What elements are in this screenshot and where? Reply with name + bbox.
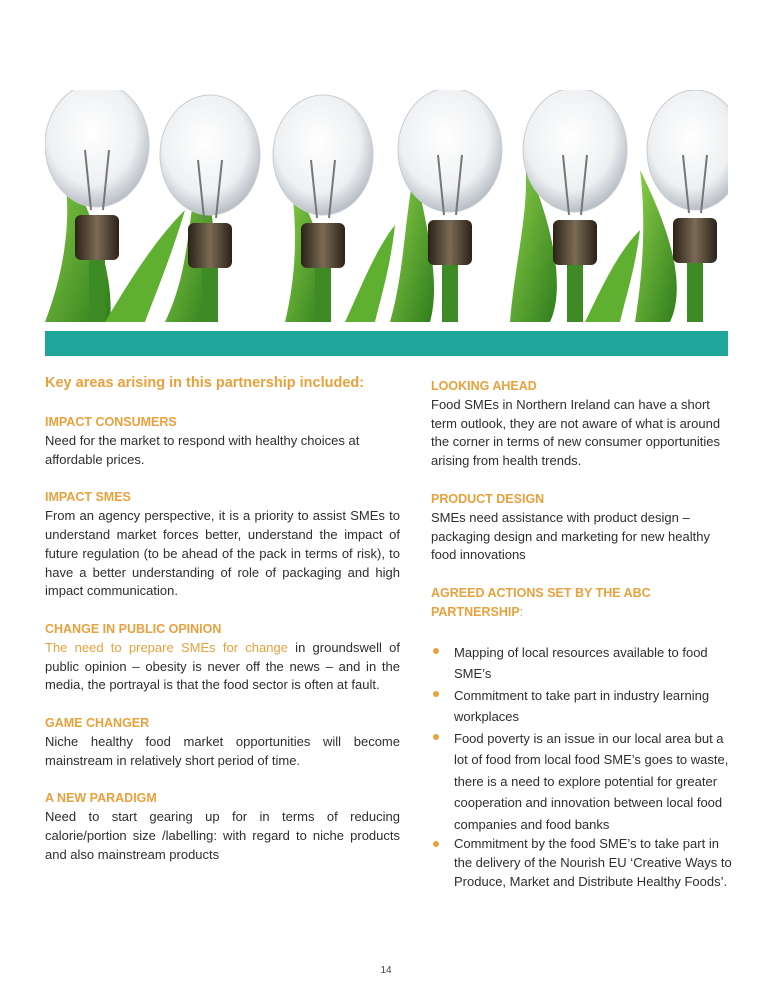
left-column [45,375,400,884]
section-text-looking-ahead: Food SMEs in Northern Ireland can have a short term outlook, they are not aware of what is around the corner in terms of new consumer opportunities arising from health trends. [431,397,721,469]
section-heading-looking-ahead: LOOKING AHEAD [431,379,537,393]
highlight-text: The need to prepare SMEs for change [45,639,288,655]
section-heading-product-design: PRODUCT DESIGN [431,491,545,506]
section-heading-public-opinion: CHANGE IN PUBLIC OPINION [45,621,222,636]
page-number: 14 [380,965,392,976]
section-heading-impact-smes: IMPACT SMES [45,490,131,505]
action-item: Commitment to take part in industry learning workplaces [431,685,737,728]
section-text-impact-smes: From an agency perspective, it is a priority to assist SMEs to understand market forces better, understand the impact of future regulation (to be ahead of the pack in terms of risk), to have a better understanding of role of packaging and high impact communication. [45,508,400,599]
section-text-new-paradigm: Need to start gearing up for in terms of reducing calorie/portion size /labelling: with regard to niche products and also mainstream products [45,809,400,862]
section-text-game-changer: Niche healthy food market opportunities will become mainstream in relatively short period of time. [45,734,400,768]
right-column [431,377,737,892]
section-text-public-opinion [45,639,400,695]
section-text-product-design: SMEs need assistance with product design – packaging design and marketing for new healthy food innovations [431,509,710,563]
action-item: Commitment by the food SME’s to take part in the delivery of the Nourish EU ‘Creative Ways to Produce, Market and Distribute Healthy Foods’. [431,835,737,891]
actions-heading [431,584,737,622]
intro-heading: Key areas arising in this partnership included: [45,375,365,391]
section-text-impact-consumers: Need for the market to respond with healthy choices at affordable prices. [45,433,360,467]
teal-divider-bar [45,331,728,356]
actions-heading-text: AGREED ACTIONS SET BY THE ABC PARTNERSHIP [431,585,651,619]
section-heading-game-changer: GAME CHANGER [45,716,150,731]
actions-list [431,642,737,892]
action-item: Mapping of local resources available to food SME’s [431,642,737,685]
hero-lightbulbs-image [45,90,728,322]
section-text-public-opinion-rest: in groundswell of public opinion – obesity is never off the news – and in the media, the portrayal is that the food sector is often at fault. [45,639,401,693]
section-heading-impact-consumers: IMPACT CONSUMERS [45,415,177,429]
action-item: Food poverty is an issue in our local area but a lot of food from local food SME’s goes to waste, there is a need to explore potential for greater cooperation and innovation between local food companies and food banks [431,728,737,836]
actions-heading-suffix: : [519,604,524,619]
section-heading-new-paradigm: A NEW PARADIGM [45,791,157,806]
